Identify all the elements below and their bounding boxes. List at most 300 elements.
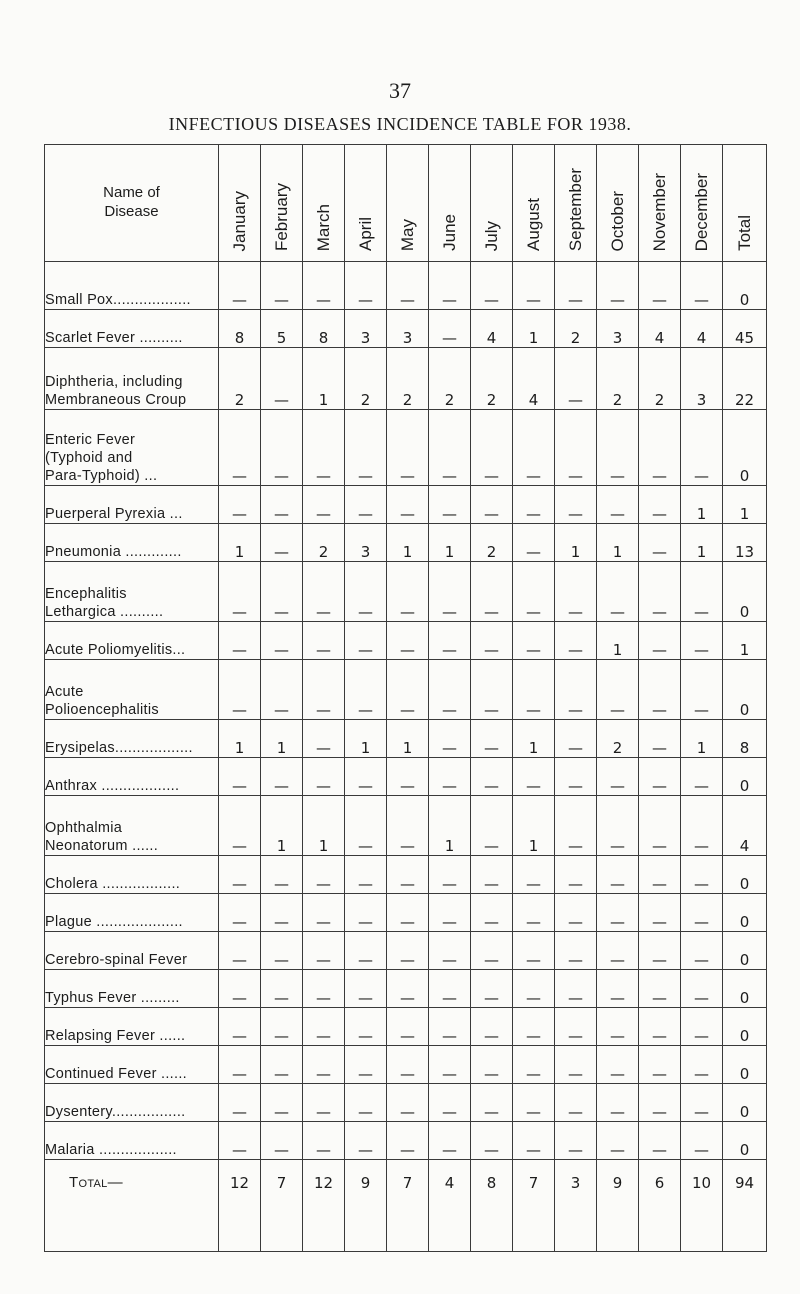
month-value-cell: — [261, 932, 303, 970]
month-value-cell: — [219, 1046, 261, 1084]
row-total-cell: 0 [723, 1008, 767, 1046]
month-value-cell: — [219, 970, 261, 1008]
disease-name-line: Encephalitis [45, 585, 127, 602]
month-value-cell: — [597, 1046, 639, 1084]
month-value-cell: 3 [345, 524, 387, 562]
month-value-cell: — [303, 410, 345, 486]
month-value-cell: — [219, 1122, 261, 1160]
month-value-cell: — [345, 1084, 387, 1122]
header-month-label: February [271, 182, 291, 251]
row-total-cell: 0 [723, 932, 767, 970]
month-value-cell: — [555, 970, 597, 1008]
disease-name-line: (Typhoid and [45, 449, 133, 466]
month-total-cell: 9 [597, 1160, 639, 1252]
month-value-cell: — [429, 562, 471, 622]
month-value-cell: 1 [681, 720, 723, 758]
incidence-table [44, 144, 767, 1252]
month-value-cell: — [471, 660, 513, 720]
month-value-cell: — [429, 1122, 471, 1160]
month-value-cell: — [597, 970, 639, 1008]
month-total-cell: 10 [681, 1160, 723, 1252]
header-month-december [681, 145, 723, 262]
disease-name-line: Relapsing Fever ...... [45, 1027, 186, 1044]
header-month-march [303, 145, 345, 262]
header-month-february [261, 145, 303, 262]
month-value-cell: — [303, 262, 345, 310]
month-value-cell: — [387, 562, 429, 622]
month-value-cell: — [513, 1122, 555, 1160]
header-disease-name [45, 145, 219, 262]
month-value-cell: — [555, 932, 597, 970]
month-value-cell: — [681, 562, 723, 622]
month-value-cell: — [513, 660, 555, 720]
month-value-cell: — [219, 894, 261, 932]
month-value-cell: 2 [597, 348, 639, 410]
month-value-cell: — [429, 1084, 471, 1122]
disease-name [45, 524, 219, 562]
table-row [45, 410, 767, 486]
month-value-cell: — [345, 562, 387, 622]
month-value-cell: 2 [303, 524, 345, 562]
month-value-cell: 1 [681, 524, 723, 562]
disease-name [45, 1084, 219, 1122]
month-value-cell: — [219, 486, 261, 524]
row-total-cell: 13 [723, 524, 767, 562]
disease-name [45, 796, 219, 856]
month-total-cell: 7 [261, 1160, 303, 1252]
disease-name-line: Anthrax .................. [45, 777, 180, 794]
month-value-cell: — [303, 486, 345, 524]
month-value-cell: — [681, 1046, 723, 1084]
header-month-label: September [565, 167, 585, 251]
month-value-cell: — [429, 1046, 471, 1084]
row-total-cell: 4 [723, 796, 767, 856]
month-value-cell: — [303, 1046, 345, 1084]
disease-name-line: Polioencephalitis [45, 701, 159, 718]
month-value-cell: — [681, 1084, 723, 1122]
table-row [45, 1008, 767, 1046]
month-value-cell: — [345, 856, 387, 894]
month-value-cell: — [681, 894, 723, 932]
month-value-cell: — [387, 894, 429, 932]
header-total [723, 145, 767, 262]
month-total-cell: 3 [555, 1160, 597, 1252]
disease-name [45, 1122, 219, 1160]
month-value-cell: — [513, 970, 555, 1008]
month-value-cell: — [639, 932, 681, 970]
row-total-cell: 8 [723, 720, 767, 758]
month-value-cell: — [513, 622, 555, 660]
month-value-cell: — [681, 1008, 723, 1046]
month-value-cell: — [303, 622, 345, 660]
month-value-cell: — [471, 856, 513, 894]
month-value-cell: 2 [555, 310, 597, 348]
month-total-cell: 7 [513, 1160, 555, 1252]
month-value-cell: — [345, 1008, 387, 1046]
disease-name-line: Dysentery................. [45, 1103, 186, 1120]
table-row [45, 796, 767, 856]
month-value-cell: 1 [387, 524, 429, 562]
month-value-cell: 3 [597, 310, 639, 348]
table-row [45, 622, 767, 660]
month-value-cell: — [513, 856, 555, 894]
month-value-cell: — [471, 1046, 513, 1084]
row-total-cell: 0 [723, 894, 767, 932]
month-value-cell: — [429, 894, 471, 932]
month-value-cell: — [219, 622, 261, 660]
month-value-cell: — [471, 486, 513, 524]
month-value-cell: — [681, 796, 723, 856]
month-value-cell: — [597, 894, 639, 932]
header-month-may [387, 145, 429, 262]
month-value-cell: 1 [219, 720, 261, 758]
disease-name [45, 348, 219, 410]
month-value-cell: 2 [219, 348, 261, 410]
table-row [45, 348, 767, 410]
month-value-cell: 3 [345, 310, 387, 348]
disease-name-line: Ophthalmia [45, 819, 123, 836]
month-value-cell: — [387, 758, 429, 796]
row-total-cell: 1 [723, 486, 767, 524]
grand-total-cell: 94 [723, 1160, 767, 1252]
disease-name-line: Membraneous Croup [45, 391, 187, 408]
month-value-cell: — [261, 622, 303, 660]
month-value-cell: — [429, 486, 471, 524]
month-value-cell: — [429, 970, 471, 1008]
header-month-july [471, 145, 513, 262]
disease-name [45, 932, 219, 970]
month-value-cell: — [303, 856, 345, 894]
month-value-cell: — [429, 1008, 471, 1046]
month-value-cell: — [261, 894, 303, 932]
month-value-cell: — [639, 894, 681, 932]
month-value-cell: — [639, 1122, 681, 1160]
month-value-cell: — [681, 410, 723, 486]
month-value-cell: 1 [219, 524, 261, 562]
disease-name-line: Cerebro-spinal Fever [45, 951, 188, 968]
month-value-cell: — [387, 1008, 429, 1046]
month-value-cell: — [597, 486, 639, 524]
month-value-cell: — [387, 660, 429, 720]
month-value-cell: — [513, 524, 555, 562]
month-value-cell: — [513, 1046, 555, 1084]
disease-name-line: Continued Fever ...... [45, 1065, 187, 1082]
month-value-cell: — [639, 856, 681, 894]
header-total-label: Total [734, 215, 754, 251]
month-value-cell: — [555, 758, 597, 796]
month-value-cell: — [303, 932, 345, 970]
page-title: INFECTIOUS DISEASES INCIDENCE TABLE FOR 1938. [168, 114, 632, 134]
header-month-label: November [649, 172, 669, 251]
month-value-cell: — [303, 970, 345, 1008]
month-value-cell: — [639, 660, 681, 720]
month-value-cell: — [219, 562, 261, 622]
month-value-cell: — [639, 622, 681, 660]
month-value-cell: — [471, 622, 513, 660]
month-value-cell: — [513, 1008, 555, 1046]
month-value-cell: — [555, 660, 597, 720]
month-value-cell: — [639, 720, 681, 758]
header-month-label: June [439, 214, 459, 251]
table-row [45, 660, 767, 720]
month-value-cell: — [555, 622, 597, 660]
month-value-cell: — [303, 758, 345, 796]
header-month-november [639, 145, 681, 262]
month-value-cell: 8 [303, 310, 345, 348]
header-name-line: Name of [103, 184, 160, 202]
month-value-cell: 2 [639, 348, 681, 410]
table-row [45, 1122, 767, 1160]
month-value-cell: — [345, 932, 387, 970]
table-row [45, 262, 767, 310]
month-value-cell: 1 [513, 310, 555, 348]
month-value-cell: — [513, 262, 555, 310]
month-value-cell: — [471, 932, 513, 970]
month-value-cell: — [681, 856, 723, 894]
month-value-cell: — [681, 1122, 723, 1160]
disease-name-line: Typhus Fever ......... [45, 989, 180, 1006]
month-value-cell: — [219, 856, 261, 894]
total-label: Total— [45, 1160, 219, 1252]
month-value-cell: 4 [639, 310, 681, 348]
month-value-cell: — [261, 970, 303, 1008]
month-value-cell: — [597, 1008, 639, 1046]
month-value-cell: — [471, 970, 513, 1008]
month-value-cell: 4 [681, 310, 723, 348]
month-value-cell: 1 [555, 524, 597, 562]
month-value-cell: — [261, 758, 303, 796]
month-total-cell: 12 [303, 1160, 345, 1252]
disease-name [45, 856, 219, 894]
month-value-cell: — [261, 262, 303, 310]
table-row [45, 562, 767, 622]
month-value-cell: 1 [597, 622, 639, 660]
disease-name-line: Neonatorum ...... [45, 837, 159, 854]
month-value-cell: — [681, 660, 723, 720]
disease-name [45, 1046, 219, 1084]
disease-name [45, 310, 219, 348]
month-value-cell: — [261, 348, 303, 410]
month-value-cell: — [681, 970, 723, 1008]
month-value-cell: — [471, 720, 513, 758]
month-value-cell: — [639, 562, 681, 622]
month-value-cell: — [345, 410, 387, 486]
month-total-cell: 8 [471, 1160, 513, 1252]
disease-name-line: Cholera .................. [45, 875, 181, 892]
month-value-cell: — [261, 524, 303, 562]
month-value-cell: — [345, 894, 387, 932]
row-total-cell: 0 [723, 1084, 767, 1122]
month-total-cell: 4 [429, 1160, 471, 1252]
row-total-cell: 45 [723, 310, 767, 348]
disease-name [45, 562, 219, 622]
month-value-cell: — [345, 1122, 387, 1160]
month-value-cell: — [219, 932, 261, 970]
row-total-cell: 22 [723, 348, 767, 410]
header-month-january [219, 145, 261, 262]
month-value-cell: — [387, 796, 429, 856]
header-month-august [513, 145, 555, 262]
month-value-cell: — [681, 622, 723, 660]
month-value-cell: 1 [303, 348, 345, 410]
disease-name [45, 660, 219, 720]
month-total-cell: 9 [345, 1160, 387, 1252]
row-total-cell: 0 [723, 562, 767, 622]
row-total-cell: 0 [723, 856, 767, 894]
month-value-cell: 1 [387, 720, 429, 758]
header-month-label: April [355, 216, 375, 251]
disease-name [45, 622, 219, 660]
month-value-cell: — [429, 932, 471, 970]
month-value-cell: 1 [513, 796, 555, 856]
month-value-cell: — [261, 486, 303, 524]
month-value-cell: — [387, 486, 429, 524]
month-value-cell: — [639, 1008, 681, 1046]
month-value-cell: — [471, 1008, 513, 1046]
month-value-cell: — [639, 1046, 681, 1084]
month-value-cell: — [471, 562, 513, 622]
month-value-cell: — [429, 622, 471, 660]
disease-name-line: Malaria .................. [45, 1141, 177, 1158]
table-row [45, 758, 767, 796]
total-row [45, 1160, 767, 1252]
month-value-cell: — [261, 856, 303, 894]
month-value-cell: — [513, 1084, 555, 1122]
table-row [45, 720, 767, 758]
month-value-cell: — [219, 262, 261, 310]
month-value-cell: — [387, 932, 429, 970]
month-value-cell: — [345, 622, 387, 660]
month-value-cell: — [261, 410, 303, 486]
month-value-cell: — [345, 660, 387, 720]
month-total-cell: 7 [387, 1160, 429, 1252]
month-value-cell: — [345, 796, 387, 856]
month-value-cell: — [303, 1122, 345, 1160]
month-value-cell: — [219, 796, 261, 856]
month-value-cell: 2 [471, 524, 513, 562]
month-value-cell: — [261, 1122, 303, 1160]
month-value-cell: — [387, 970, 429, 1008]
month-value-cell: — [597, 1122, 639, 1160]
header-month-label: October [607, 190, 627, 251]
month-value-cell: — [471, 894, 513, 932]
header-name-line: Disease [104, 203, 159, 220]
month-value-cell: — [429, 720, 471, 758]
month-value-cell: 1 [513, 720, 555, 758]
disease-name-line: Diphtheria, including [45, 373, 183, 390]
table-row [45, 970, 767, 1008]
row-total-cell: 0 [723, 1122, 767, 1160]
month-value-cell: 1 [429, 796, 471, 856]
month-value-cell: 3 [387, 310, 429, 348]
disease-name [45, 262, 219, 310]
header-month-september [555, 145, 597, 262]
disease-name-line: Pneumonia ............. [45, 543, 182, 560]
table-row [45, 894, 767, 932]
disease-name-line: Acute [45, 683, 84, 700]
month-value-cell: — [429, 410, 471, 486]
month-value-cell: 1 [345, 720, 387, 758]
disease-name-line: Small Pox.................. [45, 291, 191, 308]
month-value-cell: — [597, 660, 639, 720]
month-value-cell: — [345, 1046, 387, 1084]
month-value-cell: 5 [261, 310, 303, 348]
month-value-cell: — [639, 758, 681, 796]
month-value-cell: — [471, 262, 513, 310]
month-value-cell: — [513, 932, 555, 970]
month-value-cell: — [555, 410, 597, 486]
month-value-cell: — [555, 856, 597, 894]
month-value-cell: — [429, 758, 471, 796]
disease-name [45, 970, 219, 1008]
month-value-cell: 1 [303, 796, 345, 856]
month-value-cell: — [597, 562, 639, 622]
row-total-cell: 1 [723, 622, 767, 660]
month-value-cell: 2 [597, 720, 639, 758]
table-row [45, 310, 767, 348]
row-total-cell: 0 [723, 410, 767, 486]
month-value-cell: 4 [471, 310, 513, 348]
month-value-cell: — [471, 1084, 513, 1122]
page-number: 37 [389, 78, 411, 103]
disease-name-line: Scarlet Fever .......... [45, 329, 183, 346]
month-value-cell: — [219, 410, 261, 486]
month-value-cell: — [555, 562, 597, 622]
month-value-cell: — [219, 1008, 261, 1046]
disease-name [45, 758, 219, 796]
disease-name-line: Para-Typhoid) ... [45, 467, 158, 484]
month-total-cell: 6 [639, 1160, 681, 1252]
month-value-cell: — [555, 796, 597, 856]
month-value-cell: 1 [261, 796, 303, 856]
month-value-cell: 2 [345, 348, 387, 410]
month-value-cell: — [597, 856, 639, 894]
month-value-cell: — [219, 660, 261, 720]
month-value-cell: — [303, 894, 345, 932]
row-total-cell: 0 [723, 970, 767, 1008]
month-value-cell: — [555, 348, 597, 410]
month-value-cell: — [597, 262, 639, 310]
table-row [45, 1046, 767, 1084]
disease-name-line: Erysipelas.................. [45, 739, 193, 756]
month-value-cell: 1 [597, 524, 639, 562]
month-value-cell: — [555, 486, 597, 524]
month-value-cell: — [303, 1084, 345, 1122]
month-value-cell: — [639, 486, 681, 524]
month-value-cell: — [429, 310, 471, 348]
month-value-cell: — [387, 1084, 429, 1122]
header-month-june [429, 145, 471, 262]
disease-name-line: Enteric Fever [45, 431, 136, 448]
month-value-cell: — [555, 1122, 597, 1160]
header-month-label: January [229, 190, 249, 251]
table-row [45, 932, 767, 970]
header-month-label: May [397, 218, 417, 251]
month-value-cell: — [555, 262, 597, 310]
month-value-cell: — [639, 1084, 681, 1122]
month-value-cell: — [597, 1084, 639, 1122]
header-month-label: August [523, 198, 543, 251]
disease-name-line: Plague .................... [45, 913, 183, 930]
month-value-cell: 2 [471, 348, 513, 410]
month-value-cell: — [387, 622, 429, 660]
month-value-cell: — [639, 796, 681, 856]
month-value-cell: — [345, 262, 387, 310]
month-value-cell: — [387, 856, 429, 894]
header-month-label: July [481, 220, 501, 251]
month-value-cell: — [639, 970, 681, 1008]
month-value-cell: — [387, 1046, 429, 1084]
